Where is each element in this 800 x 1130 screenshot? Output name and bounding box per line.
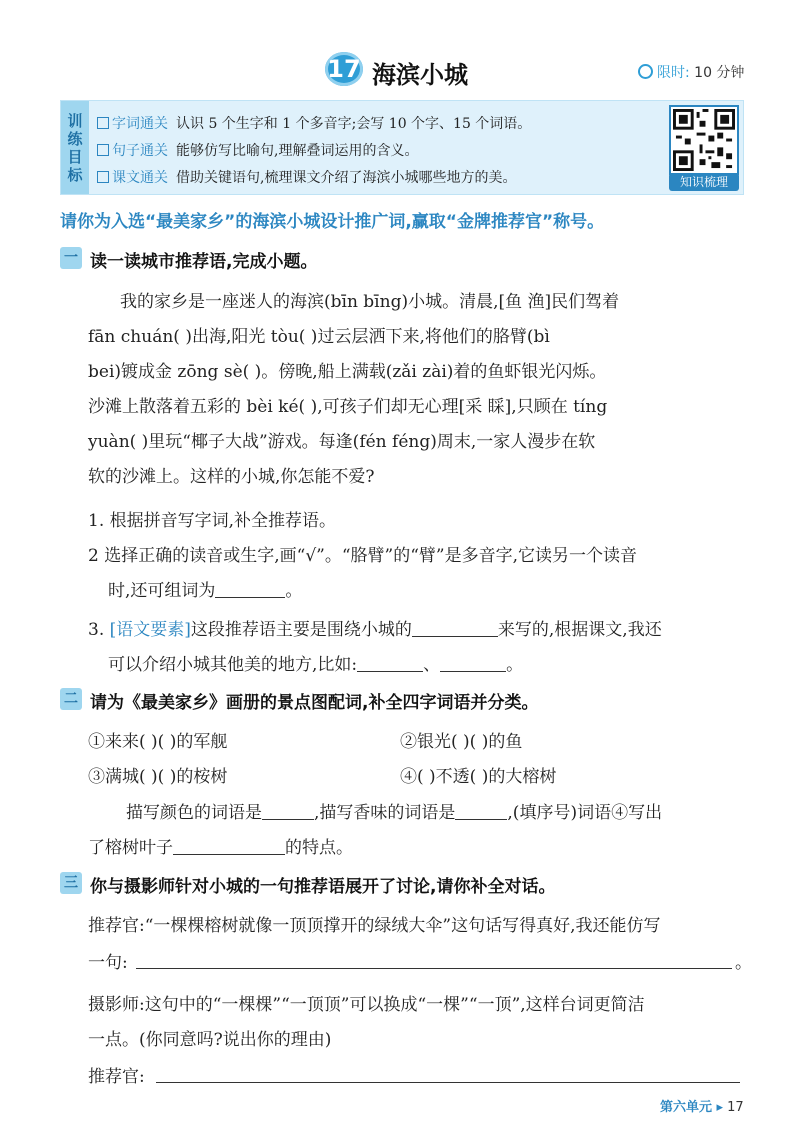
goal-tag	[97, 116, 168, 132]
classify-text: 了榕树叶子	[88, 838, 173, 858]
timer-label: 限时:	[657, 65, 690, 81]
classify-text: 描写颜色的词语是	[126, 803, 262, 823]
classify-text: ,(填序号)词语④写出	[507, 803, 663, 823]
lesson-title: 海滨小城	[372, 61, 468, 89]
checkbox-icon	[97, 117, 109, 129]
section-title-3: 你与摄影师针对小城的一句推荐语展开了讨论,请你补全对话。	[90, 877, 556, 897]
passage-line: fān chuán( )出海,阳光 tòu( )过云层洒下来,将他们的胳臂(bì	[88, 327, 550, 347]
goals-side-char: 目	[67, 147, 83, 166]
goals-side-char: 标	[67, 165, 83, 184]
goal-tag-label: 字词通关	[112, 116, 168, 132]
answer-blank[interactable]	[357, 671, 423, 672]
qr-code-icon[interactable]	[669, 105, 739, 175]
passage-line: bei)镀成金 zōng sè( )。傍晚,船上满载(zǎi zài)着的鱼虾银光闪烁。	[88, 362, 607, 382]
goal-text: 认识 5 个生字和 1 个多音字;会写 10 个字、15 个词语。	[176, 116, 532, 132]
unit-label: 第六单元 ▸	[660, 1100, 724, 1115]
q3-tag: [语文要素]	[109, 620, 191, 640]
q3-end: 。	[506, 655, 524, 675]
question-2-cont	[108, 576, 302, 601]
goals-side-label	[61, 101, 89, 194]
section-title-2: 请为《最美家乡》画册的景点图配词,补全四字词语并分类。	[90, 693, 539, 713]
passage-line: 沙滩上散落着五彩的 bèi ké( ),可孩子们却无心理[采 睬],只顾在 tíng	[88, 397, 608, 417]
classify-line	[126, 798, 662, 823]
section-badge-3: 三	[60, 872, 82, 894]
dialog-line: 一句:	[88, 953, 128, 973]
lesson-number-badge: 17	[325, 52, 363, 86]
q2-end: 。	[285, 581, 303, 601]
passage-line: yuàn( )里玩“椰子大战”游戏。每逢(fén féng)周末,一家人漫步在软	[88, 432, 596, 452]
answer-blank[interactable]	[262, 819, 314, 820]
answer-line[interactable]	[136, 968, 732, 969]
question-3	[88, 615, 662, 640]
section-badge-2: 二	[60, 688, 82, 710]
training-goals-box	[60, 100, 744, 195]
section-title-1: 读一读城市推荐语,完成小题。	[90, 252, 318, 272]
timer	[638, 62, 744, 82]
goal-text: 能够仿写比喻句,理解叠词运用的含义。	[176, 143, 419, 159]
classify-text: 的特点。	[285, 838, 353, 858]
timer-value: 10 分钟	[694, 65, 745, 81]
question-3-cont	[108, 650, 523, 675]
answer-blank[interactable]	[173, 854, 285, 855]
goal-row-words	[97, 113, 531, 133]
word-item: ②银光( )( )的鱼	[400, 732, 523, 752]
word-item: ③满城( )( )的桉树	[88, 767, 228, 787]
goals-side-char: 训	[67, 111, 83, 130]
qr-code-graphic	[673, 109, 735, 171]
question-2: 2 选择正确的读音或生字,画“√”。“胳臂”的“臂”是多音字,它读另一个读音	[88, 546, 638, 566]
section-badge-1: 一	[60, 247, 82, 269]
q3-text: 可以介绍小城其他美的地方,比如:	[108, 655, 358, 675]
goals-side-char: 练	[67, 129, 83, 148]
goal-row-sentences	[97, 140, 418, 160]
goal-tag-label: 课文通关	[112, 170, 168, 186]
answer-blank[interactable]	[215, 597, 285, 598]
intro-task: 请你为入选“最美家乡”的海滨小城设计推广词,赢取“金牌推荐官”称号。	[60, 212, 605, 232]
checkbox-icon	[97, 171, 109, 183]
q3-text: 来写的,根据课文,我还	[497, 620, 662, 640]
goal-row-text	[97, 167, 516, 187]
dialog-line: 推荐官:	[88, 1067, 145, 1087]
goal-tag-label: 句子通关	[112, 143, 168, 159]
word-item: ④( )不透( )的大榕树	[400, 767, 557, 787]
checkbox-icon	[97, 144, 109, 156]
qr-label[interactable]: 知识梳理	[669, 173, 739, 191]
q2-text: 时,还可组词为	[108, 581, 216, 601]
word-item: ①来来( )( )的军舰	[88, 732, 228, 752]
answer-line[interactable]	[156, 1082, 740, 1083]
dialog-line: 摄影师:这句中的“一棵棵”“一顶顶”可以换成“一棵”“一顶”,这样台词更简洁	[88, 995, 645, 1015]
goal-text: 借助关键语句,梳理课文介绍了海滨小城哪些地方的美。	[176, 170, 517, 186]
classify-line-2	[88, 833, 353, 858]
goal-tag	[97, 170, 168, 186]
answer-blank[interactable]	[440, 671, 506, 672]
passage-line: 软的沙滩上。这样的小城,你怎能不爱?	[88, 467, 375, 487]
passage-line: 我的家乡是一座迷人的海滨(bīn bīng)小城。清晨,[鱼 渔]民们驾着	[120, 292, 620, 312]
dialog-line: 一点。(你同意吗?说出你的理由)	[88, 1030, 332, 1050]
answer-blank[interactable]	[412, 636, 498, 637]
page-number: 17	[727, 1100, 744, 1115]
question-1: 1. 根据拼音写字词,补全推荐语。	[88, 511, 337, 531]
dialog-end: 。	[735, 953, 752, 973]
goal-tag	[97, 143, 168, 159]
classify-text: ,描写香味的词语是	[314, 803, 456, 823]
q3-num: 3.	[88, 620, 105, 640]
q3-sep: 、	[423, 655, 441, 675]
page-footer	[660, 1096, 744, 1115]
clock-icon	[638, 64, 653, 79]
q3-text: 这段推荐语主要是围绕小城的	[190, 620, 412, 640]
dialog-line: 推荐官:“一棵棵榕树就像一顶顶撑开的绿绒大伞”这句话写得真好,我还能仿写	[88, 916, 661, 936]
answer-blank[interactable]	[455, 819, 507, 820]
